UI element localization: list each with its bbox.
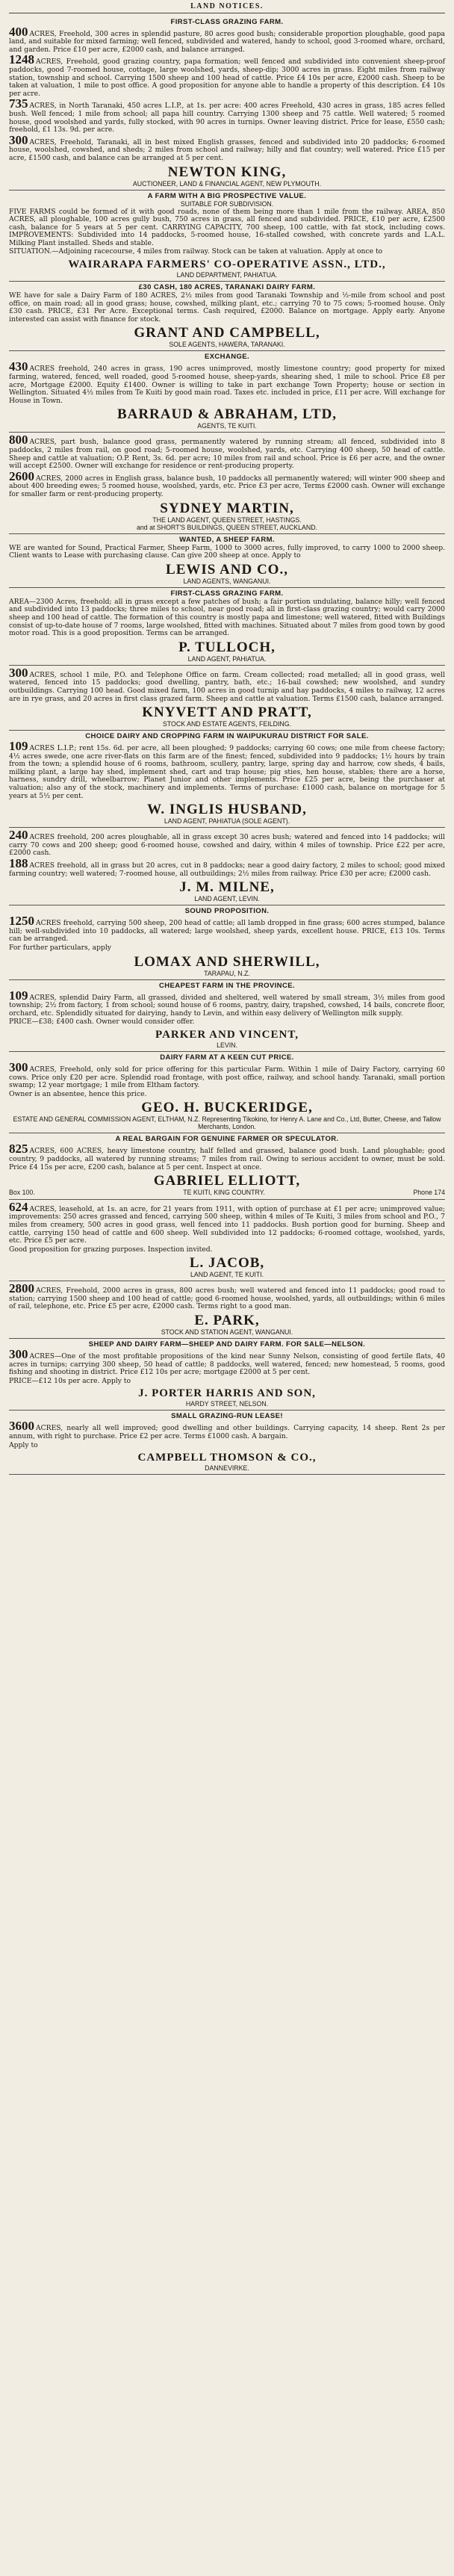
ad-heading: FIRST-CLASS GRAZING FARM. <box>170 17 284 26</box>
ad-body: 430 ACRES freehold, 240 acres in grass, 190 acres unimproved, mostly limestone country; good property for mixed farming, watered, fenced, well roaded, good 5-roomed house, sheep-yards, shearing shed, 1 mile to school. Price £8 per acre, Mortgage £2000. Equity £1400. Owner is willing to take in part exchange Town Property; house or section in Wellington. Situated 4½ miles from Te Kuiti by good main road. Taxes etc. included in price, £11 per acre. Will exchange for House in Town. <box>9 359 445 405</box>
advertiser-name: LEWIS AND CO., <box>166 561 288 578</box>
ad-campbell-thomson <box>9 1411 445 1475</box>
ad-gabriel-elliott <box>9 1133 445 1199</box>
ad-jm-milne <box>9 828 445 905</box>
ad-body: 800 ACRES, part bush, balance good grass, permanently watered by running stream; all fenced, subdivided into 8 paddocks, 2 miles from rail, on good road; 5-roomed house, woolshed, yards, etc. Carrying 400 sheep, 50 head of cattle. Sheep and cattle at valuation; O.P. Rent, 3s. 6d. per acre; 10 miles from rail and school. Price is £6 per acre, and the owner will accept £2500. Owner will exchange for residence or rent-producing property. <box>9 433 445 471</box>
ad-inglis-husband <box>9 731 445 828</box>
ad-body: 2600 ACRES, 2000 acres in English grass, balance bush, 10 paddocks all permanently watered; will winter 900 sheep and about 400 breeding ewes; 5 roomed house, woolshed, yards, etc. Price £3 per acre, Terms £2000 cash. Owner will exchange for smaller farm or rent-producing property. <box>9 468 445 498</box>
advertiser-name: CAMPBELL THOMSON & CO., <box>137 1452 317 1464</box>
ad-e-park <box>9 1281 445 1339</box>
ad-body: WE have for sale a Dairy Farm of 180 ACRES, 2½ miles from good Taranaki Township and ½-mile from school and post office, on main road; all in good grass; house, cowshed, milking plant, etc.; carrying 70 to 75 cows; 5-roomed house. Only £30 cash. PRICE, £31 Per Acre. Exceptional terms. Cash required, £2000. Balance on mortgage. Apply early. Anyone interested can assist with finance for stock. <box>9 291 445 323</box>
ad-newton-king <box>9 16 445 191</box>
advertiser-role: and at SHORT'S BUILDINGS, QUEEN STREET, AUCKLAND. <box>136 523 318 531</box>
phone-number: Phone 174 <box>413 1189 445 1197</box>
ad-body: 300 ACRES, school 1 mile, P.O. and Telephone Office on farm. Cream collected; road metalled; all in good grass, well watered, fenced into 15 paddocks; good dwelling, pantry, bath, etc.; 16-bail cowshed; new woolshed, and sundry outbuildings. Carrying 100 head. Good mixed farm, 100 acres in good turnip and hay paddocks, 4 miles to railway, 12 acres are in rye grass, and 20 acres in first class grazed farm. Sheep and cattle at valuation. Terms £1500 cash, balance arranged. <box>9 665 445 703</box>
ad-grant-campbell <box>9 282 445 351</box>
advertiser-role: LAND AGENTS, WANGANUI. <box>183 577 271 585</box>
advertiser-role: SOLE AGENTS, HAWERA, TARANAKI. <box>169 341 285 349</box>
ad-body: 2800 ACRES, Freehold, 2000 acres in grass, 800 acres bush; well watered and fenced into 11 paddocks; good road to station; carrying 1500 sheep and 100 head of cattle; good 6-roomed house, woolshed, yards, all outbuildings; within 6 miles of rail, telephone, etc. Price £5 per acre, £2000 cash. Terms right to a good man. <box>9 1281 445 1311</box>
advertiser-role: LAND AGENT, TE KUITI. <box>190 1271 264 1279</box>
advertiser-role: LAND AGENT, PAHIATUA. <box>187 654 267 663</box>
ad-body: WE are wanted for Sound, Practical Farmer, Sheep Farm, 1000 to 3000 acres, fully improved, to carry 1000 to 2000 sheep. Client wants to Lease with purchasing clause. Can give 200 sheep at once. Apply to <box>9 543 445 560</box>
ad-body: 3600 ACRES, nearly all well improved; good dwelling and other buildings. Carrying capacity, 14 sheep. Rent 2s per annum, with right to purchase. Price £2 per acre. Terms £1000 cash. A bargain. <box>9 1419 445 1441</box>
ad-l-jacob <box>9 1200 445 1282</box>
advertiser-role: LEVIN. <box>217 1041 237 1049</box>
advertiser-role: LAND DEPARTMENT, PAHIATUA. <box>176 271 278 279</box>
ad-knyvett-pratt <box>9 666 445 731</box>
section-header: LAND NOTICES. <box>9 3 445 13</box>
ad-heading: EXCHANGE. <box>204 353 250 362</box>
advertiser-role: STOCK AND ESTATE AGENTS, FEILDING. <box>162 720 292 728</box>
advertiser-name: LOMAX AND SHERWILL, <box>134 953 320 970</box>
advertiser-role: AUCTIONEER, LAND & FINANCIAL AGENT, NEW PLYMOUTH. <box>132 179 322 188</box>
ad-body: 109 ACRES, splendid Dairy Farm, all grassed, divided and sheltered, well watered by small stream, 3½ miles from good township; 2½ from factory, 1 from school; sound house of 6 rooms, pantry, dairy, trapshed, cowshed, 14 bails, concrete floor, orchard, etc. Splendidly situated for dairying, handy to Levin, and within easy delivery of Wellington milk supply. <box>9 988 445 1018</box>
ad-porter-harris <box>9 1339 445 1411</box>
ad-body: 109 ACRES L.I.P.; rent 15s. 6d. per acre, all been ploughed; 9 paddocks; carrying 60 cows; one mile from cheese factory; 4½ acres swede, one acre river-flats on this farm are of the finest; fenced, subdivided into 9 paddocks; 1½ hours by train from the town; a splendid house of 6 rooms, bathroom, scullery, pantry, large, spring day and harrow, cow sheds, 4 bails, milking plant, a large hay shed, implement shed, cart and trap house; pig sties, hen house, stables; there are a horse, harness, sundry drill, wheelbarrow; Planet Junior and other implements. Price £25 per acre, being the purchaser at valuation; also any of the stock, machinery and implements. Terms of purchase: £1000 cash, balance on mortgage for 5 years at 5½ per cent. <box>9 739 445 800</box>
ad-note: PRICE—£38; £400 cash. Owner would consider offer. <box>9 1018 195 1027</box>
ad-heading: DAIRY FARM AT A KEEN CUT PRICE. <box>160 1053 294 1062</box>
advertiser-role: THE LAND AGENT, QUEEN STREET, HASTINGS. <box>152 515 302 524</box>
ad-heading: A FARM WITH A BIG PROSPECTIVE VALUE. <box>147 191 307 200</box>
ad-body: 240 ACRES freehold, 200 acres ploughable, all in grass except 30 acres bush; watered and fenced into 14 paddocks; will carry 70 cows and 200 sheep; good 6-roomed house, cowshed and dairy, within 4 miles of township. Price £22 per acre, £2000 cash. <box>9 828 445 858</box>
ad-heading: SMALL GRAZING-RUN LEASE! <box>171 1412 283 1421</box>
ad-note: Good proposition for grazing purposes. Inspection invited. <box>9 1245 213 1254</box>
ad-body: 300 ACRES—One of the most profitable propositions of the kind near Sunny Nelson, consisting of good fertile flats, 40 acres in turnips; carrying 300 sheep, 50 head of cattle; 8 paddocks, well watered, fenced; new homestead, 5 rooms, good fishing and shooting in district. Price £12 10s per acre; mortgage £2000 at 5 per cent. <box>9 1347 445 1377</box>
ad-p-tulloch <box>9 588 445 666</box>
advertiser-role: TE KUITI, KING COUNTRY. <box>183 1189 265 1197</box>
ad-note: SITUATION.—Adjoining racecourse, 4 miles from railway. Stock can be taken at valuation. Apply at once to <box>9 247 383 256</box>
advertiser-name: L. JACOB, <box>189 1255 265 1272</box>
ad-heading: FIRST-CLASS GRAZING FARM. <box>170 589 284 598</box>
ad-heading: £30 CASH, 180 ACRES, TARANAKI DAIRY FARM. <box>138 283 316 292</box>
contact-row <box>9 1189 445 1197</box>
ad-heading: A REAL BARGAIN FOR GENUINE FARMER OR SPECULATOR. <box>115 1135 339 1144</box>
advertiser-name: W. INGLIS HUSBAND, <box>147 802 307 818</box>
ad-body: AREA—2300 Acres, freehold; all in grass except a few patches of bush; a fair portion undulating, balance hilly; well fenced and subdivided into 13 paddocks; three miles to school, near good road; all in first-class grazing country; would carry 2000 sheep and 100 head of cattle. The formation of this country is mostly papa and limestone; well watered, fitted with Buildings consist of up-to-date house of 7 rooms, large woolshed, fitted with machines. Situated about 7 miles from good town by good motor road. This is a good proposition. Terms can be arranged. <box>9 597 445 638</box>
advertiser-role: STOCK AND STATION AGENT, WANGANUI. <box>161 1328 293 1337</box>
advertiser-name: J. PORTER HARRIS AND SON, <box>138 1387 316 1400</box>
ad-note: PRICE—£12 10s per acre. Apply to <box>9 1376 131 1385</box>
advertiser-role: TARAPAU, N.Z. <box>204 969 250 977</box>
ad-buckeridge <box>9 1052 445 1133</box>
advertiser-role: LAND AGENT, LEVIN. <box>194 895 260 903</box>
po-box: Box 100. <box>9 1189 35 1197</box>
advertiser-name: E. PARK, <box>194 1313 260 1329</box>
ad-body: 624 ACRES, leasehold, at 1s. an acre, for 21 years from 1911, with option of purchase at £1 per acre; unimproved value; improvements: 250 acres grassed and fenced, carrying 500 sheep, within 4 miles of Te Kuiti, 3 miles from school and P.O., 7 miles from creamery, 500 acres in good grass, well fenced into 11 paddocks. Bush portion good for burning. Sheep and cattle, carrying 150 head of cattle and 600 sheep. Well subdivided into 12 paddocks; 6-roomed cottage, woolshed, yards, etc. Price £5 per acre. <box>9 1199 445 1245</box>
ad-note: For further particulars, apply <box>9 944 111 952</box>
ad-lewis-co <box>9 534 445 588</box>
advertiser-name: NEWTON KING, <box>167 164 287 180</box>
ad-heading: SOUND PROPOSITION. <box>184 907 270 916</box>
advertiser-role: DANNEVIRKE. <box>205 1464 249 1473</box>
ad-heading: WANTED, A SHEEP FARM. <box>179 535 275 544</box>
advertiser-name: WAIRARAPA FARMERS' CO-OPERATIVE ASSN., LTD., <box>68 258 386 271</box>
ad-body: 300 ACRES, Freehold, Taranaki, all in best mixed English grasses, fenced and subdivided into 20 paddocks; 6-roomed house, woolshed, cowshed, and sheds; 2 miles from school and railway; hilly and flat country; well watered. Price £15 per acre, £1500 cash, and balance can be arranged at 5 per cent. <box>9 132 445 162</box>
advertiser-role: LAND AGENT, PAHIATUA (SOLE AGENT). <box>164 817 290 826</box>
ad-heading: CHEAPEST FARM IN THE PROVINCE. <box>159 981 295 990</box>
ad-body: 300 ACRES, Freehold, only sold for price offering for this particular Farm. Within 1 mile of Dairy Factory, carrying 60 cows. Price only £20 per acre. Splendid road frontage, with post office, railway, and school handy. Taranaki, small portion swamp; 12 year mortgage; 1 mile from Eltham factory. <box>9 1059 445 1090</box>
advertiser-name: KNYVETT AND PRATT, <box>142 705 312 721</box>
advertiser-name: P. TULLOCH, <box>178 639 276 655</box>
ad-parker-vincent <box>9 980 445 1052</box>
ad-body: 1250 ACRES freehold, carrying 500 sheep, 200 head of cattle; all lamb dropped in fine grass; 600 acres stumped, balance hill; well-subdivided into 10 paddocks, all watered; large woolshed, sheep yards, excellent house. PRICE, £13 10s. Terms can be arranged. <box>9 914 445 944</box>
advertiser-role: AGENTS, TE KUITI. <box>197 422 257 430</box>
advertiser-name: GRANT AND CAMPBELL, <box>134 325 320 341</box>
ad-body: 825 ACRES, 600 ACRES, heavy limestone country, half felled and grassed, balance good bush. Land ploughable; good country, 9 paddocks, all watered by running streams; 7 miles from rail. Owing to serious accident to owner, must be sold. Price £4 15s per acre, £200 cash, balance at 5 per cent. Inspect at once. <box>9 1142 445 1171</box>
newspaper-column <box>9 0 445 1475</box>
ad-body: 188 ACRES freehold, all in grass but 20 acres, cut in 8 paddocks; near a good dairy factory, 2 miles to school; good mixed farming country; well watered; 7-roomed house, all outbuildings; 2½ miles from railway. Price £30 per acre; £2000 cash. <box>9 856 445 878</box>
ad-sydney-martin <box>9 433 445 533</box>
ad-heading: SHEEP AND DAIRY FARM—SHEEP AND DAIRY FARM. FOR SALE—NELSON. <box>88 1340 366 1349</box>
ad-lomax-sherwill <box>9 905 445 979</box>
ad-wairarapa-farmers <box>9 191 445 282</box>
ad-note: Apply to <box>9 1440 38 1449</box>
ad-body: 735 ACRES, in North Taranaki, 450 acres L.I.P., at 1s. per acre: 400 acres Freehold, 430 acres in grass, 185 acres felled bush. Well fenced; 1 mile from school; all papa hill country. Carrying 1300 sheep and 75 cattle. Well watered; 5 roomed house, good woolshed and yards, fully stocked, with 90 acres in turnips. Owner leaving district. Price for lease, £550 cash; freehold, £1 13s. 9d. per acre. <box>9 96 445 134</box>
advertiser-role: HARDY STREET, NELSON. <box>185 1400 269 1408</box>
ad-body: 400 ACRES, Freehold, 300 acres in splendid pasture, 80 acres good bush; considerable proportion ploughable, good papa land, and suitable for mixed farming; well fenced, subdivided and watered, handy to school, good 3-roomed whare, orchard, and garden. Price £10 per acre, £2000 cash, and balance arranged. <box>9 24 445 54</box>
advertiser-role: ESTATE AND GENERAL COMMISSION AGENT, ELTHAM, N.Z. Representing Tikokino, for Henry A. Lane and Co., Ltd, Butter, Cheese, and Tallow Merchants, London. <box>13 1115 441 1131</box>
advertiser-name: GEO. H. BUCKERIDGE, <box>141 1100 313 1116</box>
ad-body: FIVE FARMS could be formed of it with good roads, none of them being more than 1 mile from the railway. AREA, 850 ACRES, all ploughable, 100 acres gully bush, 750 acres in grass, all fenced and subdivided. PRICE, £10 per acre, £2500 cash, balance for 5 years at 5 per cent. CARRYING CAPACITY, 700 sheep, 100 cattle, with fat stock, including cows. IMPROVEMENTS: Subdivided into 14 paddocks, 5-roomed house, 16-stalled cowshed, with concrete yards and L.A.L. Milking Plant installed. Sheds and stable. <box>9 207 445 247</box>
ad-note: Owner is an absentee, hence this price. <box>9 1089 147 1098</box>
ad-subheading: SUITABLE FOR SUBDIVISION. <box>180 199 274 208</box>
advertiser-name: BARRAUD & ABRAHAM, LTD, <box>116 406 338 423</box>
ad-body: 1248 ACRES, Freehold, good grazing country, papa formation; well fenced and subdivided into convenient sheep-proof paddocks, good 7-roomed house, cottage, large woolshed, yards, sheep-dip; 3000 acres in grass. Eight miles from railway station, township and school. Carrying 1500 sheep and 100 head of cattle. Price £4 10s per acre, £2000 cash. Sheep to be taken at valuation, 1 mile to post office. A good proposition for anyone able to handle a property of this description. £4 10s per acre. <box>9 52 445 98</box>
advertiser-name: SYDNEY MARTIN, <box>160 500 294 516</box>
advertiser-name: PARKER AND VINCENT, <box>155 1028 299 1041</box>
advertiser-name: J. M. MILNE, <box>179 879 275 896</box>
advertiser-name: GABRIEL ELLIOTT, <box>153 1173 301 1189</box>
ad-heading: CHOICE DAIRY AND CROPPING FARM IN WAIPUKURAU DISTRICT FOR SALE. <box>85 732 369 741</box>
ad-barraud-abraham <box>9 351 445 433</box>
